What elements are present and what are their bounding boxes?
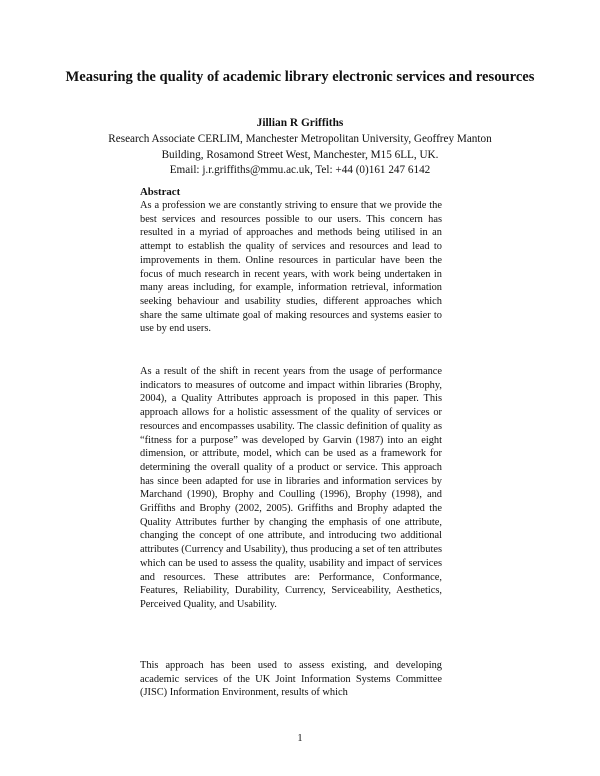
body-paragraph xyxy=(140,659,442,700)
body-paragraph xyxy=(140,365,442,612)
abstract-paragraph xyxy=(140,199,442,336)
paper-title: Measuring the quality of academic library electronic services and resources xyxy=(65,69,535,85)
author-name: Jillian R Griffiths xyxy=(256,117,344,129)
affiliation-line: Research Associate CERLIM, Manchester Metropolitan University, Geoffrey Manton xyxy=(108,133,492,145)
paragraph-text: This approach has been used to assess existing, and developing academic services of the UK Joint Information Systems Committee (JISC) Information Environment, results of which xyxy=(140,660,442,699)
author-affiliation xyxy=(60,132,540,179)
affiliation-line: Building, Rosamond Street West, Manchester, M15 6LL, UK. xyxy=(161,148,439,161)
paragraph-text: As a result of the shift in recent years from the usage of performance indicators to measures of outcome and impact within libraries (Brophy, 2004), a Quality Attributes approach is proposed in this paper. This approach allows for a holistic assessment of the quality of services or resources and encompasses usability. The classic definition of quality as “fitness for a purpose” was developed by Garvin (1987) into an eight dimension, or attribute, model, which can be used as a framework for determining the overall quality of a product or service. This approach has since been adapted for use in libraries and information services by Marchand (1990), Brophy and Coulling (1996), Brophy (1998), and Griffiths and Brophy (2002, 2005). Griffiths and Brophy adapted the Quality Attributes further by changing the emphasis of one attribute, changing the concept of one attribute, and introducing two additional attributes (Currency and Usability), thus producing a set of ten attributes which can be used to assess the quality, usability and impact of services and resources. These attributes are: Performance, Conformance, Features, Reliability, Durability, Currency, Serviceability, Aesthetics, Perceived Quality, and Usability. xyxy=(140,366,442,610)
abstract-heading: Abstract xyxy=(140,186,181,198)
page-number: 1 xyxy=(297,733,303,744)
paragraph-text: As a profession we are constantly striving to ensure that we provide the best services and resources possible to our users. This concern has resulted in a myriad of approaches and methods being utilised in an attempt to establish the quality of services and resources and lead to improvements in them. Online resources in particular have been the focus of much research in recent years, with work being undertaken in many areas including, for example, information retrieval, information seeking behaviour and usability studies, different approaches which share the same ultimate goal of making resources and systems easier to use by end users. xyxy=(140,200,442,335)
contact-line: Email: j.r.griffiths@mmu.ac.uk, Tel: +44 (0)161 247 6142 xyxy=(169,164,431,177)
